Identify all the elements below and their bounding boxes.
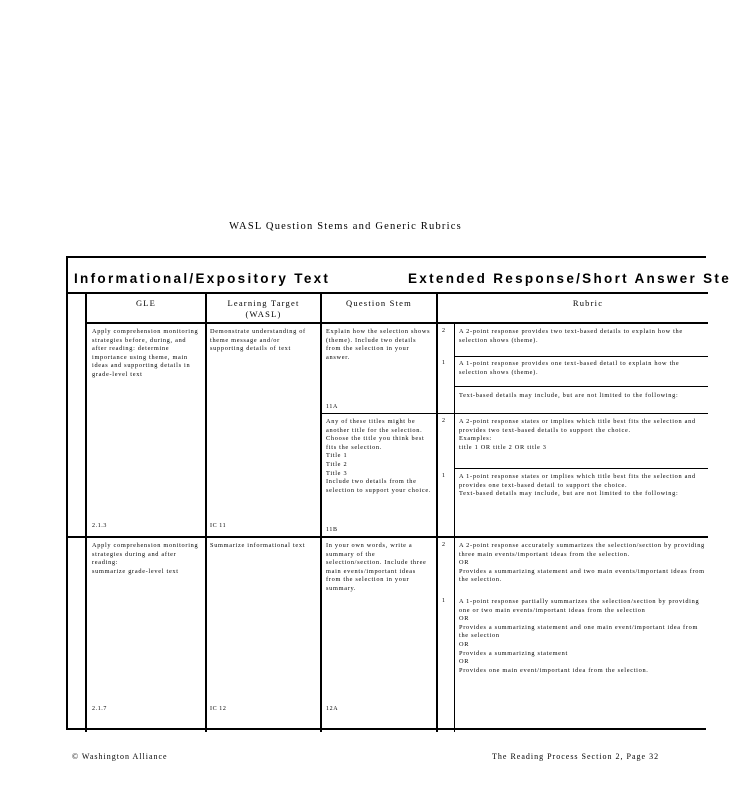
rubric-score: 2 bbox=[442, 542, 445, 548]
rubric-divider-1b bbox=[454, 386, 708, 387]
target-text: Demonstrate understanding of theme message and/or supporting details of text bbox=[210, 328, 306, 353]
banner-right-title: Extended Response/Short Answer Ste bbox=[408, 271, 732, 286]
rubric-text: A 2-point response states or implies which title best fits the selection and provides two text-based details to support the choice. Examples: title 1 OR title 2 OR title 3 bbox=[459, 418, 696, 451]
header-bottom-rule bbox=[85, 322, 708, 324]
question-stem-text: Any of these titles might be another title for the selection. Choose the title you think best fits the selection. Title 1 Title 2 Title 3 Include two details from the selection to support your choice. bbox=[326, 418, 432, 494]
question-stem-code: 11B bbox=[326, 527, 338, 533]
rubric-text: A 2-point response provides two text-based details to explain how the selection shows (theme). bbox=[459, 328, 683, 344]
col-divider-gle bbox=[205, 294, 207, 732]
header-question-stem: Question Stem bbox=[346, 298, 412, 308]
page-title: WASL Question Stems and Generic Rubrics bbox=[229, 221, 462, 232]
rubric-text: A 1-point response states or implies which title best fits the selection and provides one text-based detail to support the choice. Text-based details may include, but are not limited to the following: bbox=[459, 473, 696, 498]
rubric-text: Text-based details may include, but are not limited to the following: bbox=[459, 392, 679, 399]
gle-code: 2.1.3 bbox=[92, 523, 107, 529]
gle-text: Apply comprehension monitoring strategies before, during, and after reading: determine importance using theme, main ideas and supporting details in grade-level text bbox=[92, 328, 199, 378]
rubric-score: 1 bbox=[442, 473, 445, 479]
rubric-divider-2a bbox=[454, 468, 708, 469]
gle-text: Apply comprehension monitoring strategies during and after reading: summarize grade-level text bbox=[92, 542, 199, 575]
question-stem-code: 11A bbox=[326, 404, 338, 410]
rubric-text: A 1-point response provides one text-based detail to explain how the selection shows (theme). bbox=[459, 360, 680, 376]
rubric-text: A 2-point response accurately summarizes the selection/section by providing three main events/important ideas from the selection. OR Provides a summarizing statement and two main events/important ideas from the selection. bbox=[459, 542, 705, 584]
rubric-score: 1 bbox=[442, 598, 445, 604]
header-gle: GLE bbox=[135, 298, 157, 308]
col-divider-target bbox=[320, 294, 322, 732]
footer-copyright: © Washington Alliance bbox=[72, 752, 168, 761]
rubric-table bbox=[66, 256, 732, 730]
rubric-score: 2 bbox=[442, 418, 445, 424]
question-stem-text: In your own words, write a summary of the selection/section. Include three main events/important ideas from the selection in your summary. bbox=[326, 542, 427, 592]
question-stem-code: 12A bbox=[326, 706, 339, 712]
banner-left-title: Informational/Expository Text bbox=[74, 271, 331, 286]
question-stem-text: Explain how the selection shows (theme). Include two details from the selection in your answer. bbox=[326, 328, 431, 361]
gle-code: 2.1.7 bbox=[92, 706, 107, 712]
rubric-score: 2 bbox=[442, 328, 445, 334]
header-learning-target: Learning Target (WASL) bbox=[227, 298, 300, 319]
col-divider-narrow bbox=[85, 294, 87, 732]
row-divider bbox=[68, 536, 708, 538]
rubric-score: 1 bbox=[442, 360, 445, 366]
table-banner bbox=[68, 258, 732, 294]
stem-divider bbox=[320, 413, 708, 414]
footer-page-info: The Reading Process Section 2, Page 32 bbox=[492, 752, 660, 761]
target-code: IC 12 bbox=[210, 706, 227, 712]
rubric-divider-1a bbox=[454, 356, 708, 357]
col-divider-stem bbox=[436, 294, 438, 732]
target-text: Summarize informational text bbox=[210, 542, 306, 549]
rubric-text: A 1-point response partially summarizes the selection/section by providing one or two main events/important ideas from the selection OR Provides a summarizing statement and one main event/important idea from the selection OR Provides a summarizing statement OR Provides one main event/important idea from the selection. bbox=[459, 598, 700, 674]
header-rubric: Rubric bbox=[572, 298, 604, 308]
target-code: IC 11 bbox=[210, 523, 227, 529]
